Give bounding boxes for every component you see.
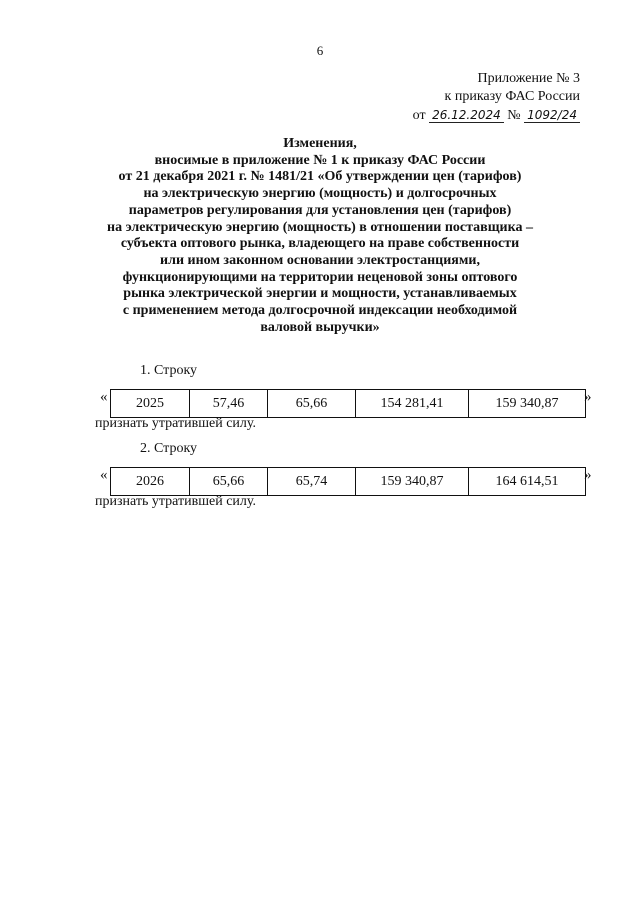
item-1-conclusion: признать утратившей силу. (95, 416, 256, 431)
item-2-quote-open: « (100, 467, 108, 483)
appendix-order-reference: к приказу ФАС России (444, 89, 580, 104)
table-cell-year: 2026 (111, 468, 190, 496)
title-line: на электрическую энергию (мощность) в отношении поставщика – (107, 219, 533, 235)
handwritten-date: 26.12.2024 (429, 108, 504, 123)
title-line: параметров регулирования для установления цен (тарифов) (128, 202, 512, 218)
page-number: 6 (316, 43, 324, 58)
item-1-quote-open: « (100, 389, 108, 405)
item-2-quote-close: » (584, 467, 592, 483)
appendix-header (380, 70, 580, 125)
item-1-table (110, 389, 586, 418)
table-cell: 164 614,51 (469, 468, 586, 496)
table-cell: 65,74 (268, 468, 356, 496)
table-cell: 159 340,87 (356, 468, 469, 496)
title-line: или ином законном основании электростанциями, (160, 252, 480, 268)
title-line: Изменения, (283, 136, 357, 151)
table-row (111, 390, 586, 418)
item-1-label: 1. Строку (140, 363, 198, 378)
table-cell-year: 2025 (111, 390, 190, 418)
table-cell: 65,66 (268, 390, 356, 418)
table-cell: 154 281,41 (356, 390, 469, 418)
table-cell: 65,66 (190, 468, 268, 496)
item-2-table (110, 467, 586, 496)
date-prefix: от (412, 108, 426, 123)
table-row (111, 468, 586, 496)
title-line: валовой выручки» (260, 319, 380, 335)
title-line: от 21 декабря 2021 г. № 1481/21 «Об утверждении цен (тарифов) (118, 169, 522, 185)
item-1-quote-close: » (584, 389, 592, 405)
title-line: с применением метода долгосрочной индексации необходимой (122, 303, 518, 319)
item-2-label: 2. Строку (140, 441, 198, 456)
title-line: субъекта оптового рынка, владеющего на праве собственности (120, 236, 520, 252)
title-line: вносимые в приложение № 1 к приказу ФАС России (154, 152, 486, 168)
title-line: функционирующими на территории неценовой зоны оптового (122, 269, 518, 285)
appendix-date-number (380, 107, 580, 125)
document-title (90, 136, 550, 336)
number-prefix: № (507, 108, 521, 123)
table-cell: 57,46 (190, 390, 268, 418)
appendix-title: Приложение № 3 (477, 71, 580, 86)
title-line: рынка электрической энергии и мощности, устанавливаемых (123, 286, 517, 302)
table-cell: 159 340,87 (469, 390, 586, 418)
item-2-conclusion: признать утратившей силу. (95, 494, 256, 509)
title-line: на электрическую энергию (мощность) и долгосрочных (143, 186, 497, 202)
handwritten-number: 1092/24 (524, 108, 580, 123)
